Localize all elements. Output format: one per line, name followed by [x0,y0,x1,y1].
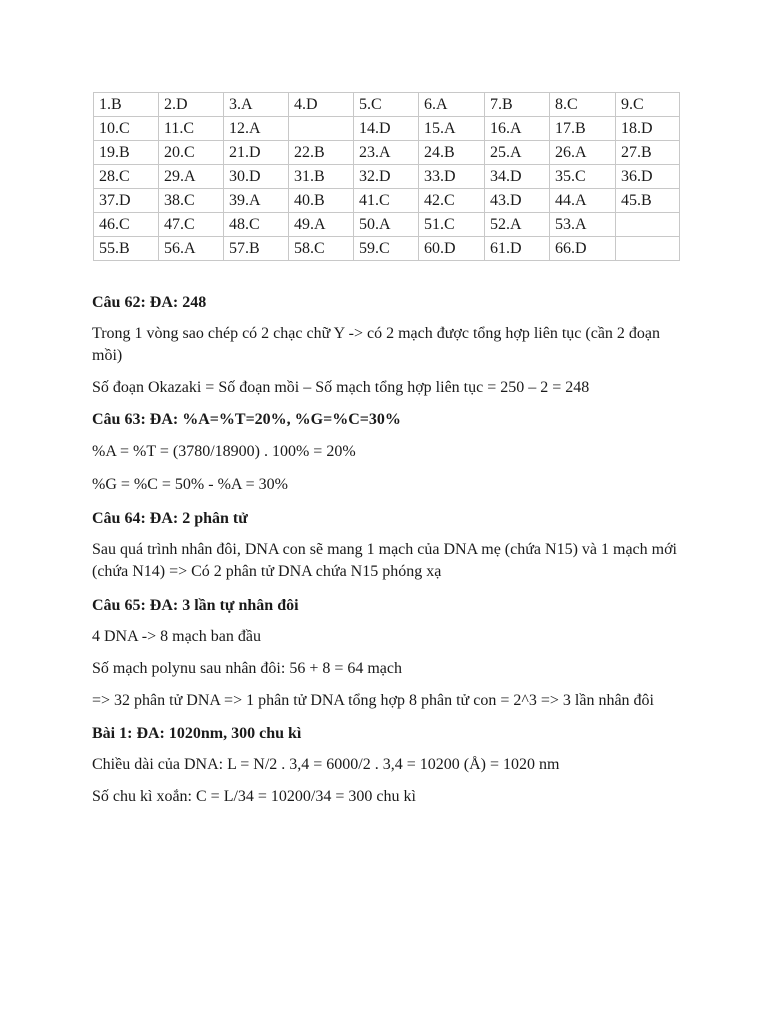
answer-cell: 16.A [485,117,550,141]
answer-cell: 46.C [94,213,159,237]
answer-cell: 6.A [419,93,485,117]
answer-cell: 45.B [616,189,680,213]
answer-cell: 17.B [550,117,616,141]
answer-cell: 4.D [289,93,354,117]
answer-cell: 57.B [224,237,289,261]
answer-cell: 39.A [224,189,289,213]
answer-cell: 29.A [159,165,224,189]
answer-cell: 10.C [94,117,159,141]
answer-cell: 2.D [159,93,224,117]
answer-table-row [94,237,680,261]
answer-cell: 41.C [354,189,419,213]
answer-cell: 32.D [354,165,419,189]
answer-cell: 35.C [550,165,616,189]
question-62-paragraph-1: Trong 1 vòng sao chép có 2 chạc chữ Y -> có 2 mạch được tổng hợp liên tục (cần 2 đoạn mồi) [92,325,661,364]
question-62-title: Câu 62: ĐA: 248 [92,294,207,311]
document-page [92,92,692,808]
answer-table-row [94,93,680,117]
answer-table-row [94,141,680,165]
answer-cell: 44.A [550,189,616,213]
answer-cell: 66.D [550,237,616,261]
question-63-paragraph-2: %G = %C = 50% - %A = 30% [92,476,288,493]
answer-table-row [94,165,680,189]
answer-key-table-body [94,93,680,261]
answer-cell: 12.A [224,117,289,141]
answer-cell: 27.B [616,141,680,165]
answer-cell [616,213,680,237]
answer-cell: 52.A [485,213,550,237]
answer-cell: 24.B [419,141,485,165]
answer-cell: 23.A [354,141,419,165]
exercise-1-section [92,723,692,808]
answer-cell [616,237,680,261]
answer-cell: 59.C [354,237,419,261]
exercise-1-title: Bài 1: ĐA: 1020nm, 300 chu kì [92,725,302,742]
question-65-title: Câu 65: ĐA: 3 lần tự nhân đôi [92,597,299,614]
answer-table-row [94,117,680,141]
answer-table-row [94,213,680,237]
answer-cell: 1.B [94,93,159,117]
question-65-section [92,595,692,712]
answer-cell: 28.C [94,165,159,189]
question-65-paragraph-2: Số mạch polynu sau nhân đôi: 56 + 8 = 64 mạch [92,660,403,677]
answer-cell: 11.C [159,117,224,141]
question-64-title: Câu 64: ĐA: 2 phân tử [92,510,248,527]
answer-cell: 33.D [419,165,485,189]
answer-cell: 26.A [550,141,616,165]
answer-cell: 56.A [159,237,224,261]
exercise-1-paragraph-2: Số chu kì xoắn: C = L/34 = 10200/34 = 300 chu kì [92,788,416,805]
answer-cell: 22.B [289,141,354,165]
answer-cell: 61.D [485,237,550,261]
answer-cell [289,117,354,141]
answer-cell: 49.A [289,213,354,237]
question-62-paragraph-2: Số đoạn Okazaki = Số đoạn mồi – Số mạch tổng hợp liên tục = 250 – 2 = 248 [92,379,590,396]
answer-cell: 58.C [289,237,354,261]
answer-cell: 18.D [616,117,680,141]
answer-cell: 15.A [419,117,485,141]
answer-cell: 48.C [224,213,289,237]
answer-cell: 9.C [616,93,680,117]
answer-cell: 55.B [94,237,159,261]
answer-cell: 30.D [224,165,289,189]
answer-cell: 8.C [550,93,616,117]
answer-cell: 38.C [159,189,224,213]
question-63-paragraph-1: %A = %T = (3780/18900) . 100% = 20% [92,443,356,460]
question-65-paragraph-3: => 32 phân tử DNA => 1 phân tử DNA tổng hợp 8 phân tử con = 2^3 => 3 lần nhân đôi [92,692,654,709]
question-63-title: Câu 63: ĐA: %A=%T=20%, %G=%C=30% [92,411,401,428]
answer-cell: 42.C [419,189,485,213]
answer-cell: 14.D [354,117,419,141]
answer-key-table [93,92,680,261]
exercise-1-paragraph-1: Chiều dài của DNA: L = N/2 . 3,4 = 6000/2 . 3,4 = 10200 (Å) = 1020 nm [92,756,560,773]
question-64-paragraph-1: Sau quá trình nhân đôi, DNA con sẽ mang 1 mạch của DNA mẹ (chứa N15) và 1 mạch mới (chứa N14) => Có 2 phân tử DNA chứa N15 phóng xạ [92,541,677,580]
answer-cell: 37.D [94,189,159,213]
answer-cell: 50.A [354,213,419,237]
answer-cell: 25.A [485,141,550,165]
answer-table-row [94,189,680,213]
question-65-paragraph-1: 4 DNA -> 8 mạch ban đầu [92,628,261,645]
answer-cell: 47.C [159,213,224,237]
answer-cell: 5.C [354,93,419,117]
question-62-section [92,292,692,399]
answer-cell: 34.D [485,165,550,189]
answer-cell: 20.C [159,141,224,165]
answer-cell: 3.A [224,93,289,117]
question-63-section [92,409,692,496]
question-64-section [92,508,692,583]
answer-cell: 43.D [485,189,550,213]
answer-cell: 51.C [419,213,485,237]
answer-cell: 36.D [616,165,680,189]
answer-cell: 53.A [550,213,616,237]
answer-cell: 60.D [419,237,485,261]
answer-cell: 31.B [289,165,354,189]
answer-cell: 21.D [224,141,289,165]
answer-cell: 19.B [94,141,159,165]
answer-cell: 7.B [485,93,550,117]
answer-cell: 40.B [289,189,354,213]
